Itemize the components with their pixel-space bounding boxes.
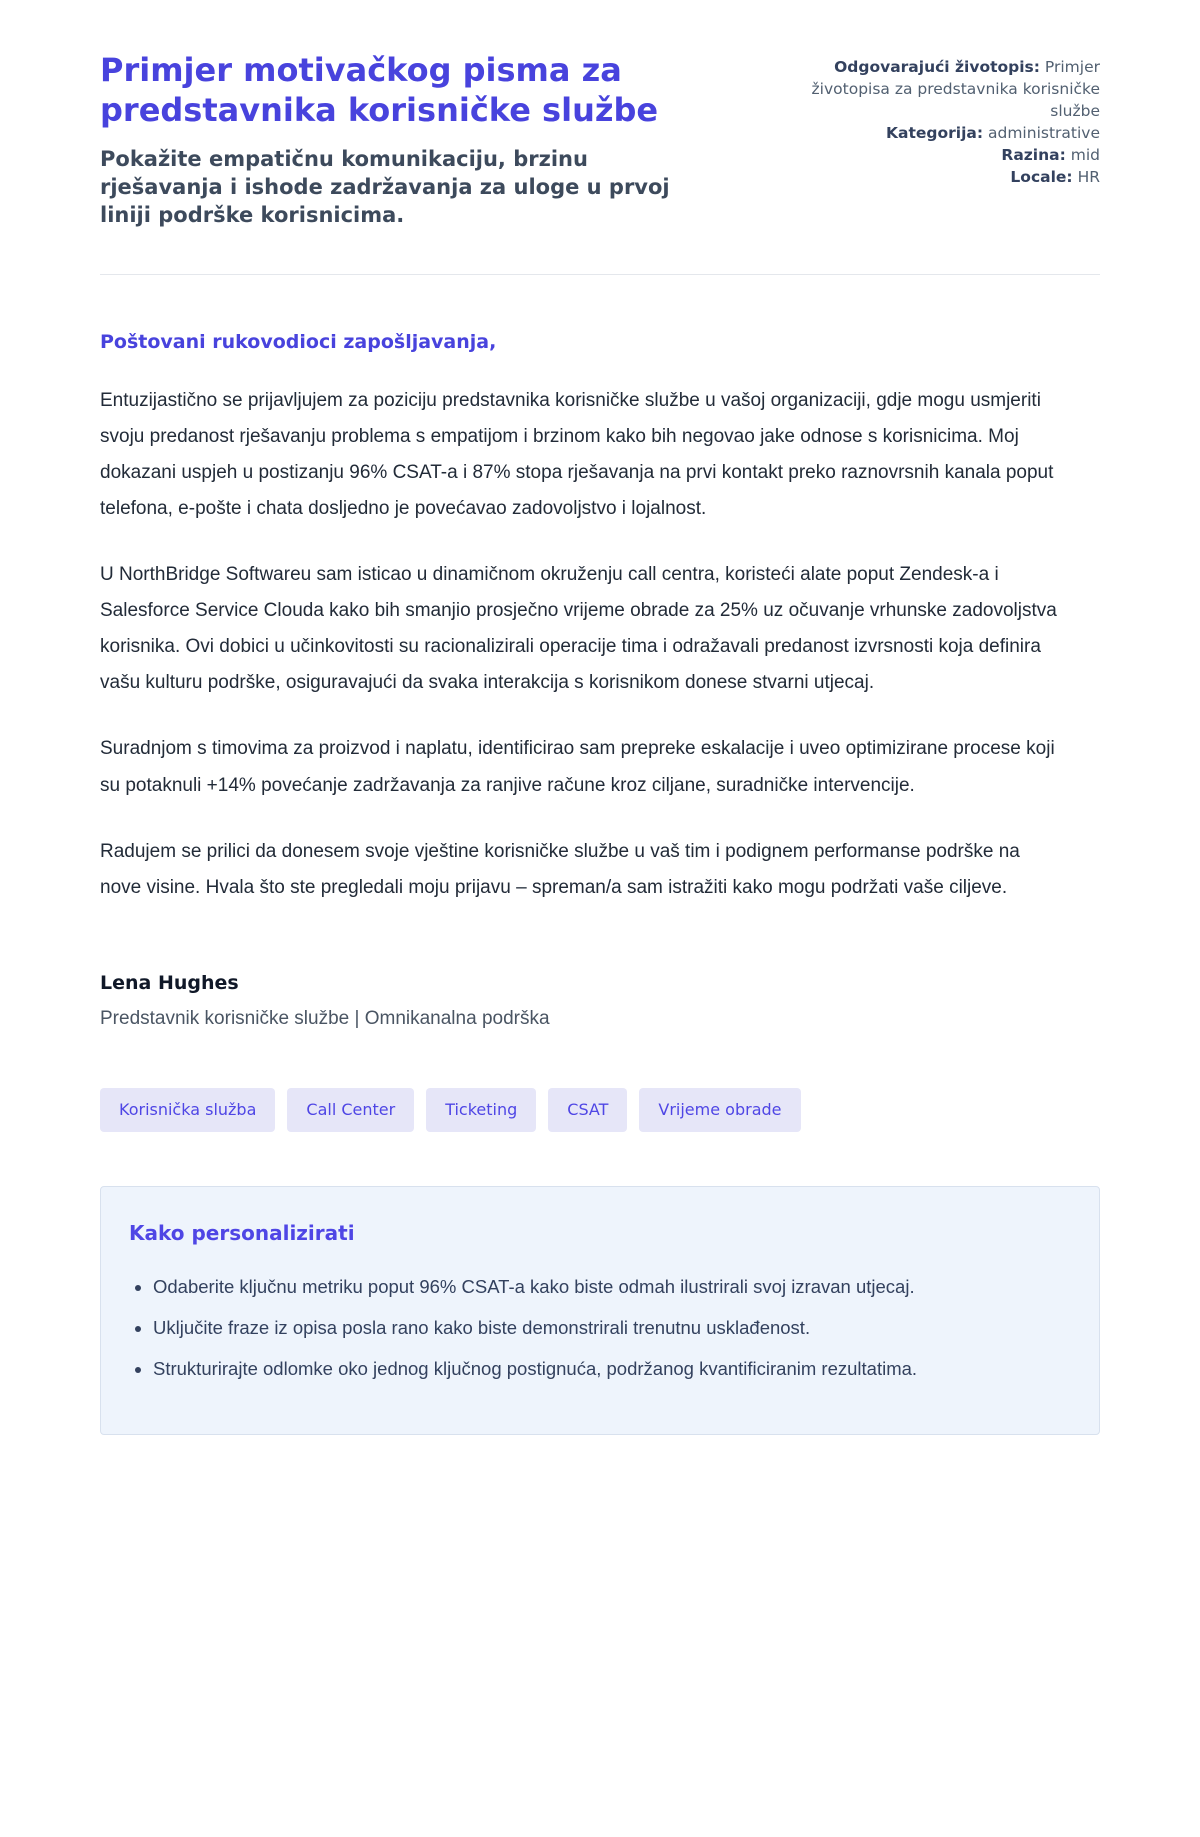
meta-block — [780, 50, 1100, 230]
tip-item: • Odaberite ključnu metriku poput 96% CSAT-a kako biste odmah ilustrirali svoj izravan utjecaj. — [153, 1269, 1033, 1304]
letter-body — [100, 331, 1100, 1030]
page-title: Primjer motivačkog pisma za predstavnika korisničke službe — [100, 51, 659, 130]
meta-locale — [780, 166, 1100, 188]
header-divider — [100, 274, 1100, 275]
meta-matching-resume-value: Primjer životopisa za predstavnika korisničke službe — [811, 58, 1100, 120]
tag-chip[interactable]: Vrijeme obrade — [639, 1088, 800, 1132]
letter-paragraph: Entuzijastično se prijavljujem za poziciju predstavnika korisničke službe u vašoj organizaciji, gdje mogu usmjeriti svoju predanost rješavanju problema s empatijom i brzinom kako bih negovao jake odnose s korisnicima. Moj dokazani uspjeh u postizanju 96% CSAT-a i 87% stopa rješavanja na prvi kontakt preko raznovrsnih kanala poput telefona, e-pošte i chata dosljedno je povećavao zadovoljstvo i lojalnost. — [100, 389, 1054, 519]
signature-block — [100, 972, 1100, 1030]
meta-level — [780, 144, 1100, 166]
signature-role: Predstavnik korisničke službe | Omnikanalna podrška — [100, 1007, 550, 1029]
letter-paragraph: Suradnjom s timovima za proizvod i naplatu, identificirao sam prepreke eskalacije i uveo optimizirane procese koji su potaknuli +14% povećanje zadržavanja za ranjive račune kroz ciljane, suradničke intervencije. — [100, 738, 1055, 796]
letter-paragraph: U NorthBridge Softwareu sam isticao u dinamičnom okruženju call centra, koristeći alate poput Zendesk-a i Salesforce Service Clouda kako bih smanjio prosječno vrijeme obrade za 25% uz očuvanje vrhunske zadovoljstva korisnika. Ovi dobici u učinkovitosti su racionalizirali operacije tima i odražavali predanost izvrsnosti koja definira vašu kulturu podrške, osiguravajući da svaka interakcija s korisnikom donese stvarni utjecaj. — [100, 564, 1057, 694]
letter-greeting: Poštovani rukovodioci zapošljavanja, — [100, 330, 497, 353]
meta-matching-resume — [780, 56, 1100, 122]
tag-chip[interactable]: Korisnička služba — [100, 1088, 275, 1132]
page-header — [100, 50, 1100, 230]
tag-chip[interactable]: Call Center — [287, 1088, 414, 1132]
letter-paragraph: Radujem se prilici da donesem svoje vještine korisničke službe u vaš tim i podignem performanse podrške na nove visine. Hvala što ste pregledali moju prijavu – spreman/a sam istražiti kako mogu podržati vaše ciljeve. — [100, 840, 1020, 898]
signature-name: Lena Hughes — [100, 971, 239, 994]
meta-matching-resume-label: Odgovarajući životopis: — [834, 58, 1040, 76]
cover-letter-page — [100, 0, 1100, 1505]
tag-list — [100, 1088, 1100, 1132]
meta-level-label: Razina: — [1001, 146, 1066, 164]
tip-item: • Strukturirajte odlomke oko jednog ključnog postignuća, podržanog kvantificiranim rezultatima. — [153, 1351, 1033, 1386]
meta-category-value: administrative — [988, 124, 1100, 142]
tips-list — [129, 1269, 1071, 1386]
tag-chip[interactable]: CSAT — [548, 1088, 627, 1132]
meta-level-value: mid — [1070, 146, 1100, 164]
meta-locale-value: HR — [1077, 168, 1100, 186]
meta-category-label: Kategorija: — [885, 124, 984, 142]
page-subtitle: Pokažite empatičnu komunikaciju, brzinu rješavanja i ishode zadržavanja za uloge u prvoj liniji podrške korisnicima. — [100, 146, 670, 228]
meta-locale-label: Locale: — [1010, 168, 1073, 186]
tips-title: Kako personalizirati — [129, 1220, 355, 1245]
meta-category — [780, 122, 1100, 144]
personalization-tips-panel — [100, 1186, 1100, 1435]
tip-item: • Uključite fraze iz opisa posla rano kako biste demonstrirali trenutnu usklađenost. — [153, 1310, 1033, 1345]
title-block — [100, 50, 690, 230]
letter-paragraphs — [100, 383, 1100, 906]
tag-chip[interactable]: Ticketing — [426, 1088, 536, 1132]
